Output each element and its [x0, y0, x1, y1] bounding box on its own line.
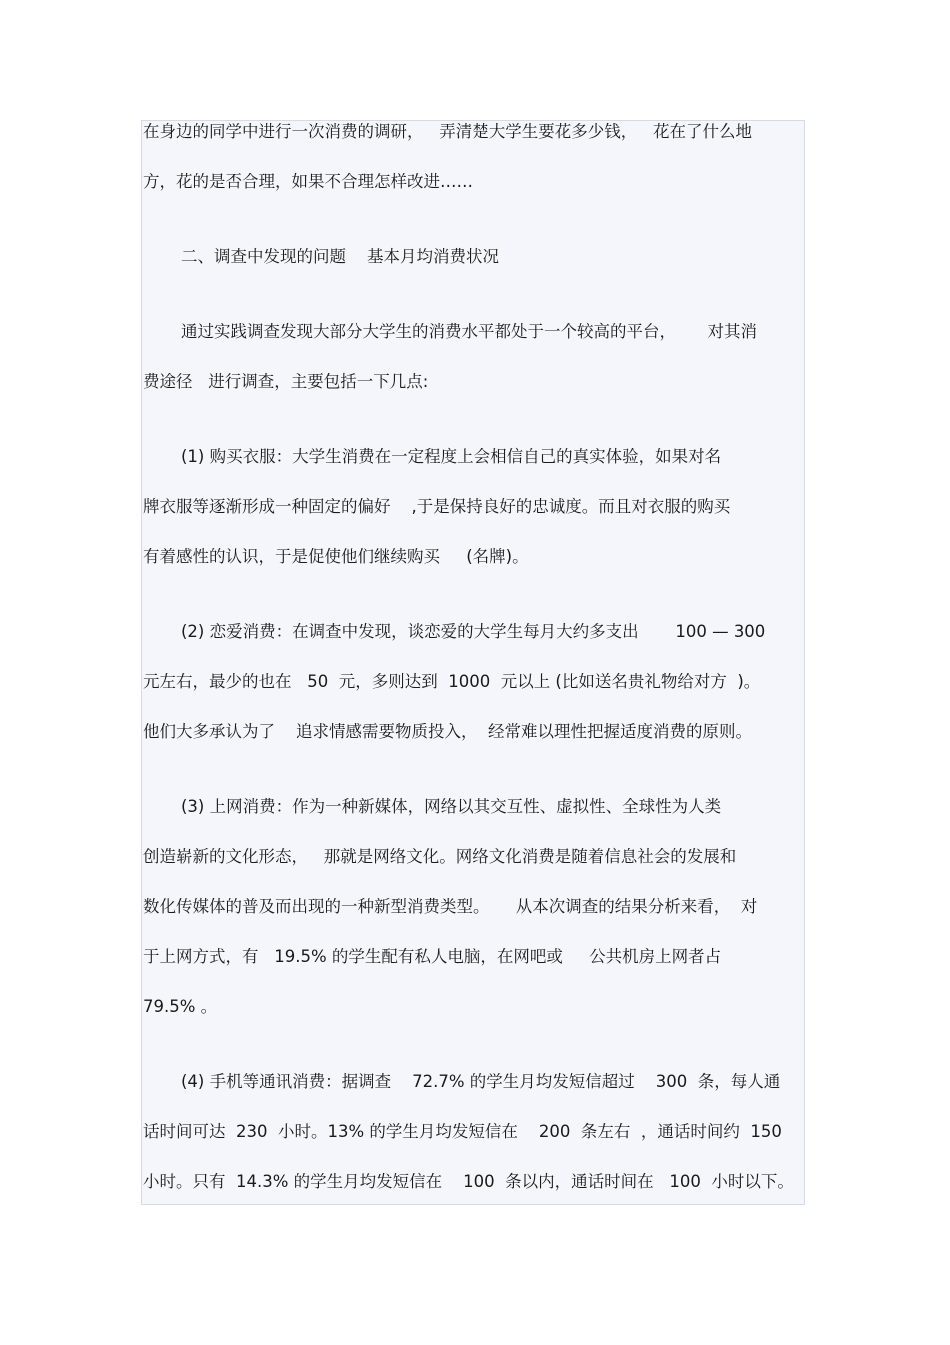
- text-line: 创造崭新的文化形态， 那就是网络文化。网络文化消费是随着信息社会的发展和: [143, 847, 737, 866]
- paragraph-item-2: [143, 619, 807, 744]
- text-line: 在身边的同学中进行一次消费的调研， 弄清楚大学生要花多少钱， 花在了什么地: [143, 122, 752, 141]
- section-heading: [143, 244, 807, 269]
- text-line: 他们大多承认为了 追求情感需要物质投入， 经常难以理性把握适度消费的原则。: [143, 722, 752, 741]
- text-line: 通过实践调查发现大部分大学生的消费水平都处于一个较高的平台， 对其消: [181, 322, 757, 341]
- paragraph-item-1: [143, 444, 807, 569]
- text-line: 小时。只有 14.3% 的学生月均发短信在 100 条以内，通话时间在 100 小时以下。: [143, 1172, 794, 1191]
- text-line: 元左右，最少的也在 50 元，多则达到 1000 元以上 (比如送名贵礼物给对方 )。: [143, 672, 761, 691]
- document-body: [143, 119, 807, 1194]
- text-line: 话时间可达 230 小时。13% 的学生月均发短信在 200 条左右 ，通话时间约 150: [143, 1122, 782, 1141]
- text-line: (2) 恋爱消费：在调查中发现，谈恋爱的大学生每月大约多支出 100 — 300: [181, 622, 766, 641]
- text-line: 79.5% 。: [143, 997, 218, 1016]
- text-line: 牌衣服等逐渐形成一种固定的偏好 ,于是保持良好的忠诚度。而且对衣服的购买: [143, 497, 731, 516]
- paragraph-item-3: [143, 794, 807, 1019]
- text-line: 数化传媒体的普及而出现的一种新型消费类型。 从本次调查的结果分析来看， 对: [143, 897, 758, 916]
- text-line: 费途径 进行调查，主要包括一下几点:: [143, 372, 429, 391]
- text-line: 有着感性的认识，于是促使他们继续购买 (名牌)。: [143, 547, 529, 566]
- text-line: 于上网方式，有 19.5% 的学生配有私人电脑，在网吧或 公共机房上网者占: [143, 947, 722, 966]
- heading-text: 二、调查中发现的问题 基本月均消费状况: [181, 247, 499, 266]
- text-line: (1) 购买衣服：大学生消费在一定程度上会相信自己的真实体验，如果对名: [181, 447, 722, 466]
- text-line: (3) 上网消费：作为一种新媒体，网络以其交互性、虚拟性、全球性为人类: [181, 797, 722, 816]
- text-line: 方，花的是否合理，如果不合理怎样改进……: [143, 172, 473, 191]
- paragraph-intro: [143, 119, 807, 194]
- text-line: (4) 手机等通讯消费：据调查 72.7% 的学生月均发短信超过 300 条，每人通: [181, 1072, 781, 1091]
- paragraph-survey-intro: [143, 319, 807, 394]
- paragraph-item-4: [143, 1069, 807, 1194]
